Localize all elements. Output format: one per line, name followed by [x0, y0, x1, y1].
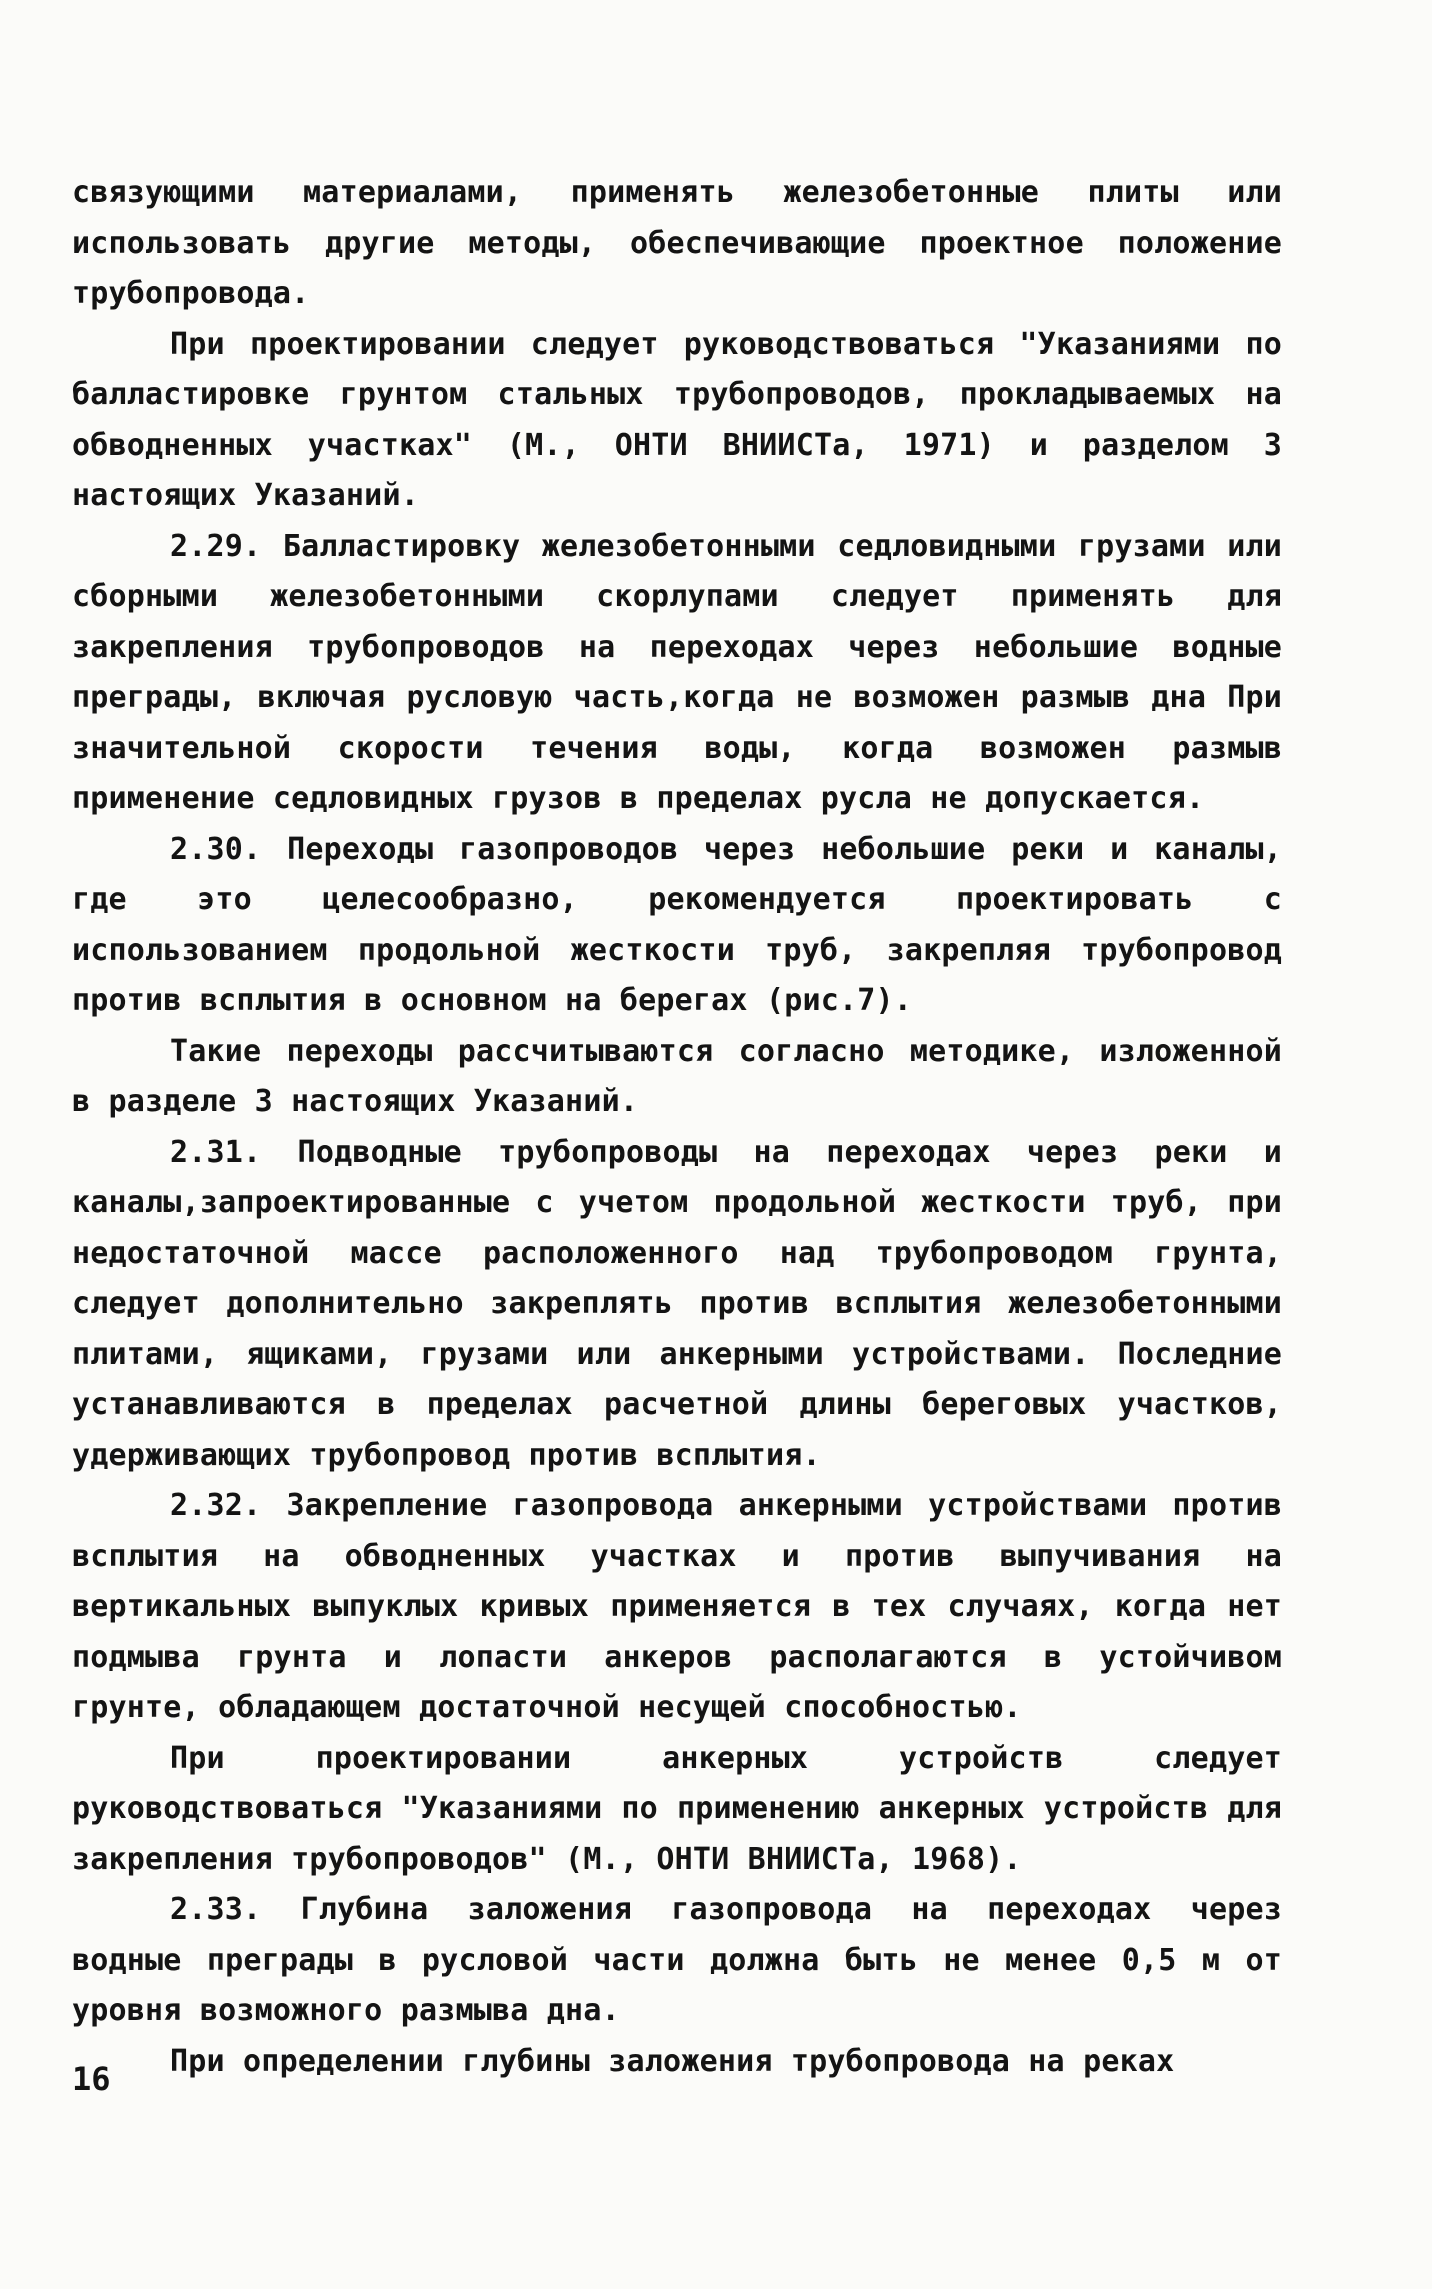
paragraph-continuation: связующими материалами, применять железобетонные плиты или использовать другие методы, обеспечивающие проектное положение трубопровода. [72, 175, 1282, 311]
page-number: 16 [72, 2060, 111, 2098]
paragraph-2-31: 2.31. Подводные трубопроводы на переходах через реки и каналы,запроектированные с учетом продольной жесткости труб, при недостаточной массе расположенного над трубопроводом грунта, следует дополнительно закреплять против всплытия железобетонными плитами, ящиками, грузами или анкерными устройствами. Последние устанавливаются в пределах расчетной длины береговых участков, удерживающих трубопровод против всплытия. [72, 1134, 1282, 1473]
paragraph-guidelines-ballast: При проектировании следует руководствоваться "Указаниями по балластировке грунтом стальных трубопроводов, прокладываемых на обводненных участках" (М., ОНТИ ВНИИСТа, 1971) и разделом 3 настоящих Указаний. [72, 326, 1282, 513]
body-text [72, 168, 1282, 2087]
paragraph-anchor-guidelines: При проектировании анкерных устройств следует руководствоваться "Указаниями по применению анкерных устройств для закрепления трубопроводов" (М., ОНТИ ВНИИСТа, 1968). [72, 1740, 1282, 1877]
paragraph-2-33: 2.33. Глубина заложения газопровода на переходах через водные преграды в русловой части должна быть не менее 0,5 м от уровня возможного размыва дна. [72, 1892, 1282, 2028]
paragraph-depth-definition: При определении глубины заложения трубопровода на реках [170, 2043, 1175, 2079]
paragraph-calculation-method: Такие переходы рассчитываются согласно методике, изложенной в разделе 3 настоящих Указаний. [72, 1033, 1282, 1119]
paragraph-2-30: 2.30. Переходы газопроводов через небольшие реки и каналы, где это целесообразно, рекомендуется проектировать с использованием продольной жесткости труб, закрепляя трубопровод против всплытия в основном на берегах (рис.7). [72, 831, 1282, 1018]
paragraph-2-32: 2.32. Закрепление газопровода анкерными устройствами против всплытия на обводненных участках и против выпучивания на вертикальных выпуклых кривых применяется в тех случаях, когда нет подмыва грунта и лопасти анкеров располагаются в устойчивом грунте, обладающем достаточной несущей способностью. [72, 1488, 1282, 1725]
paragraph-2-29: 2.29. Балластировку железобетонными седловидными грузами или сборными железобетонными скорлупами следует применять для закрепления трубопроводов на переходах через небольшие водные преграды, включая русловую часть,когда не возможен размыв дна При значительной скорости течения воды, когда возможен размыв применение седловидных грузов в пределах русла не допускается. [72, 528, 1282, 816]
